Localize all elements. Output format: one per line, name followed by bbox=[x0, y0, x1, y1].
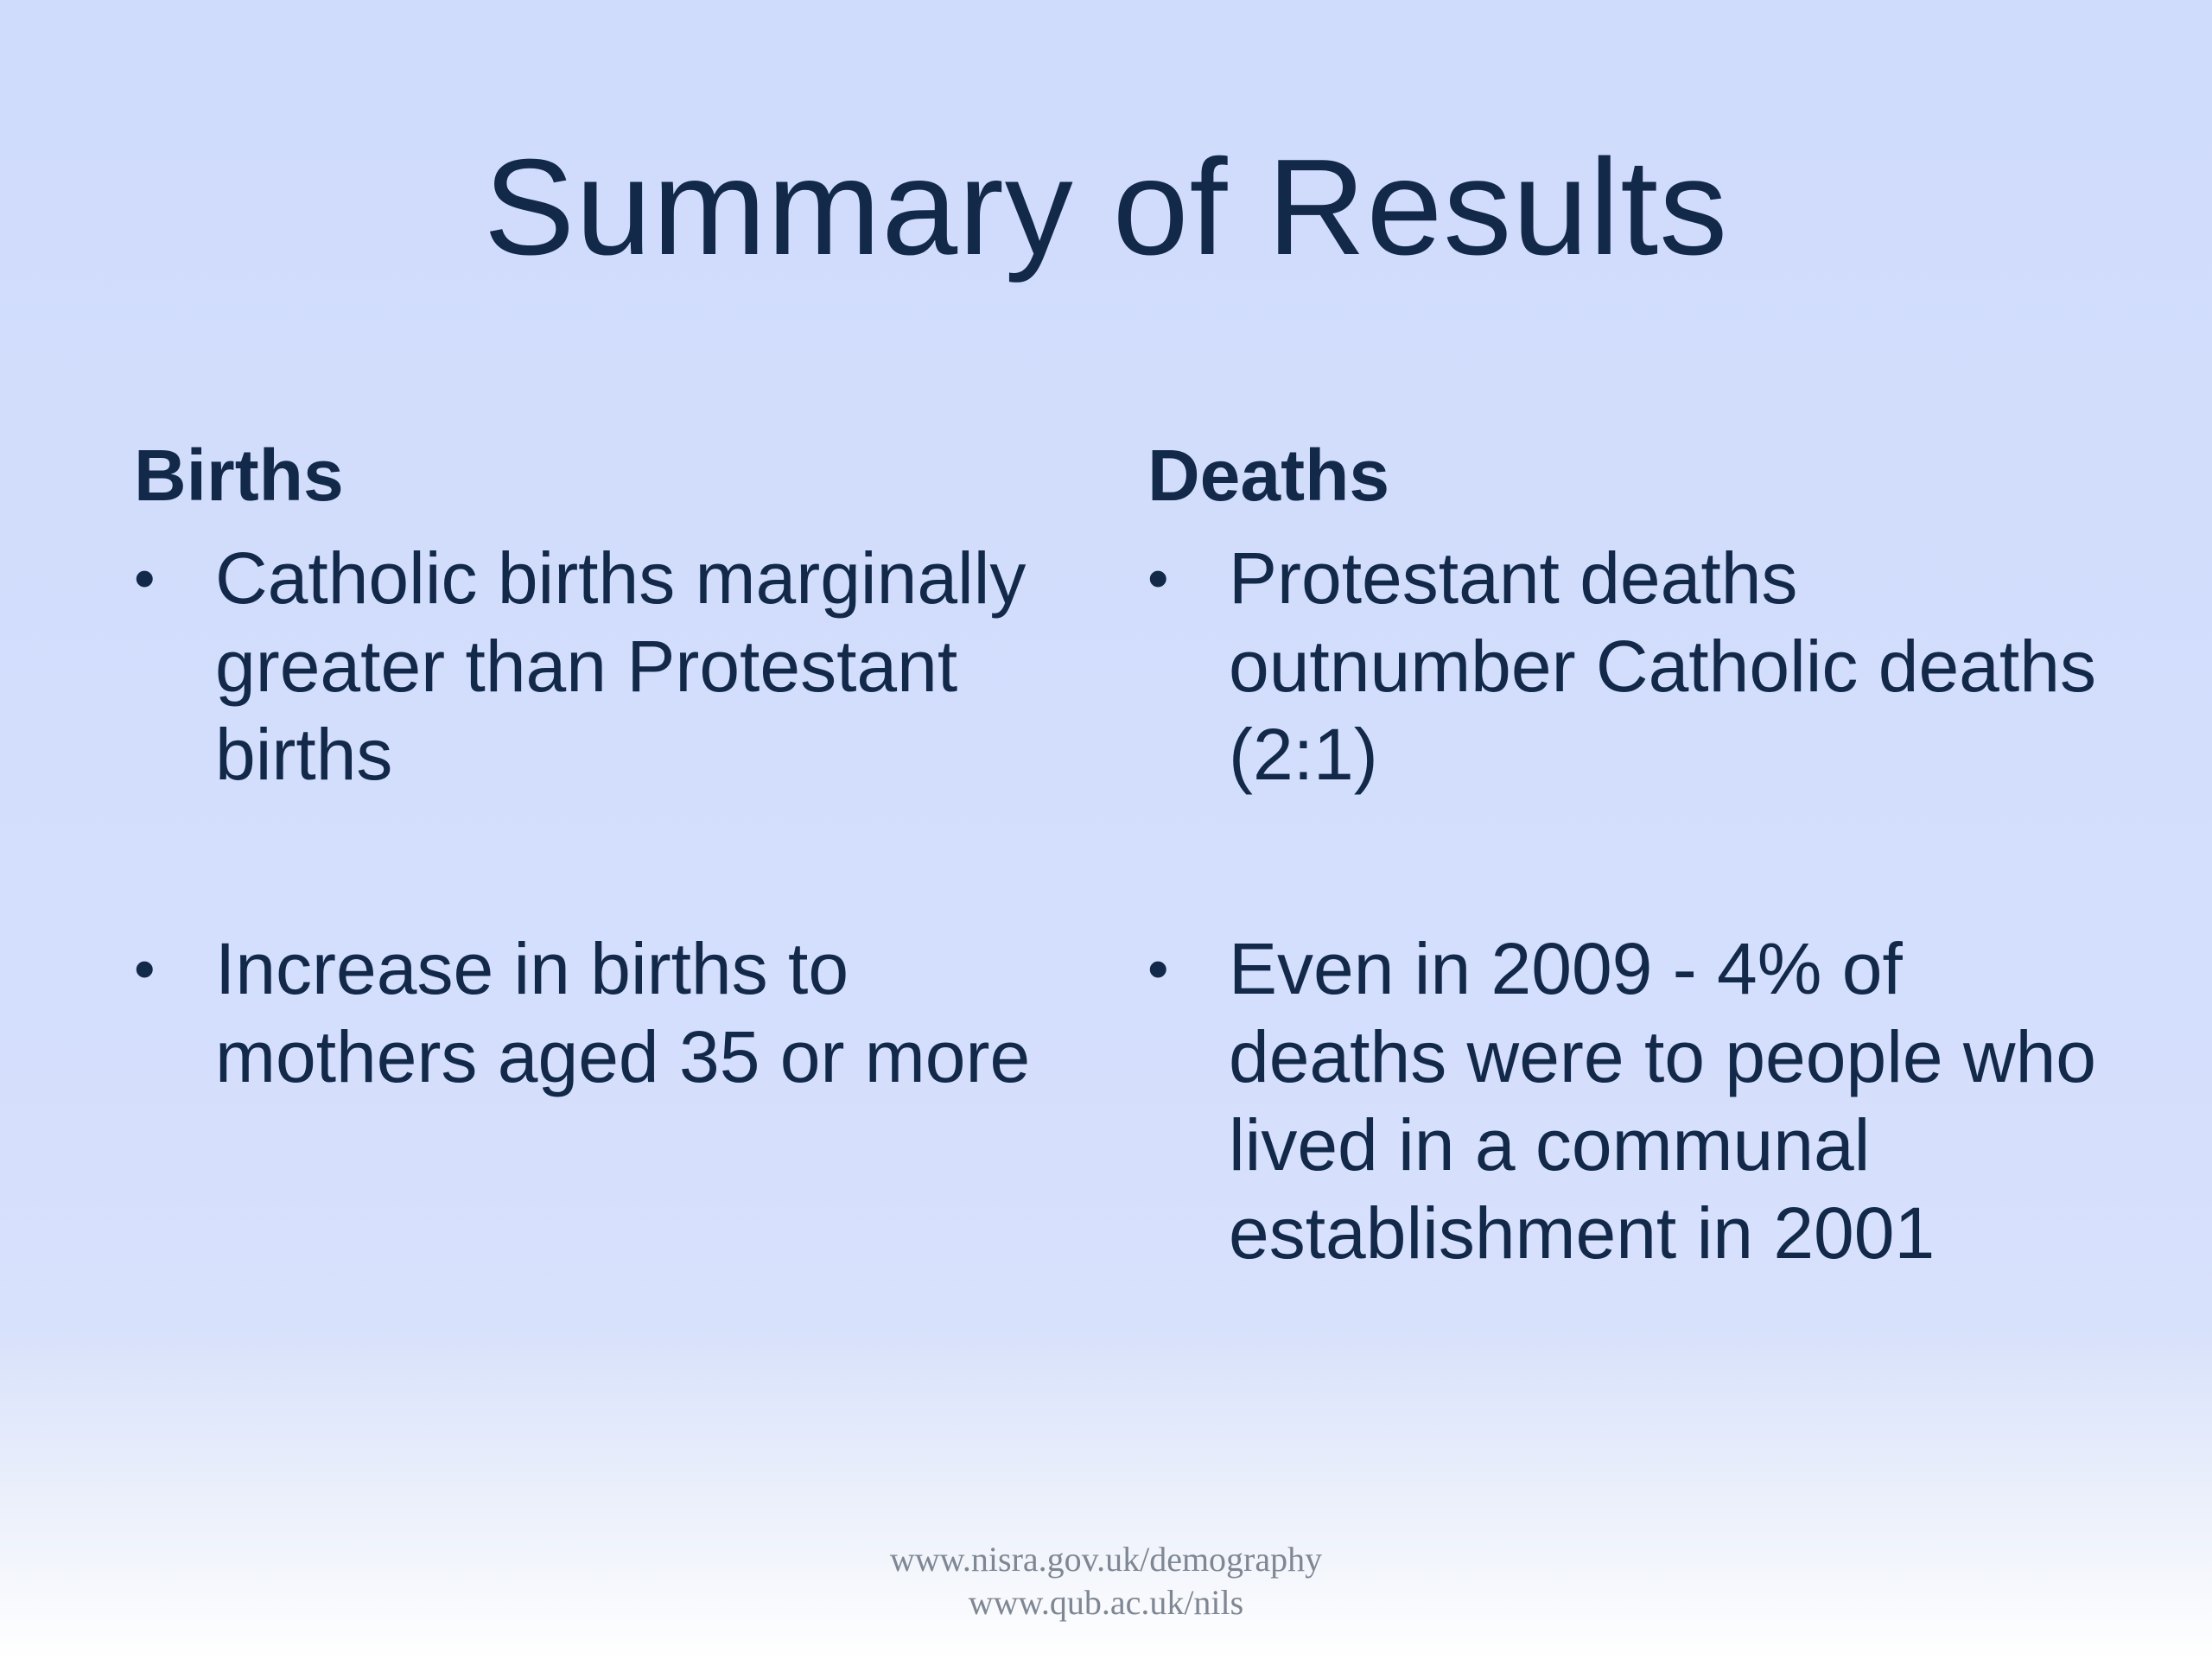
births-bullet-2-text: Increase in births to mothers aged 35 or more bbox=[215, 928, 1031, 1097]
bullet-icon: • bbox=[1147, 544, 1169, 612]
births-bullet-1-text: Catholic births marginally greater than Protestant births bbox=[215, 537, 1027, 795]
births-column bbox=[134, 432, 1067, 1101]
footer-link-nisra[interactable]: www.nisra.gov.uk/demography bbox=[889, 1540, 1323, 1579]
births-bullet-2 bbox=[134, 925, 1067, 1101]
bullet-icon: • bbox=[134, 544, 156, 612]
footer bbox=[0, 1538, 2212, 1624]
slide-title: Summary of Results bbox=[483, 131, 1729, 283]
deaths-column bbox=[1147, 432, 2115, 1277]
bullet-icon: • bbox=[134, 935, 156, 1002]
deaths-bullet-2-text: Even in 2009 - 4% of deaths were to people who lived in a communal establishment in 2001 bbox=[1229, 928, 2097, 1274]
deaths-bullet-1-text: Protestant deaths outnumber Catholic deaths (2:1) bbox=[1229, 537, 2096, 795]
deaths-heading: Deaths bbox=[1147, 435, 1390, 516]
deaths-bullet-2 bbox=[1147, 925, 2115, 1277]
footer-link-qub[interactable]: www.qub.ac.uk/nils bbox=[968, 1583, 1244, 1622]
bullet-icon: • bbox=[1147, 935, 1169, 1002]
deaths-bullet-1 bbox=[1147, 534, 2115, 798]
births-bullet-1 bbox=[134, 534, 1067, 798]
births-heading: Births bbox=[134, 435, 344, 516]
